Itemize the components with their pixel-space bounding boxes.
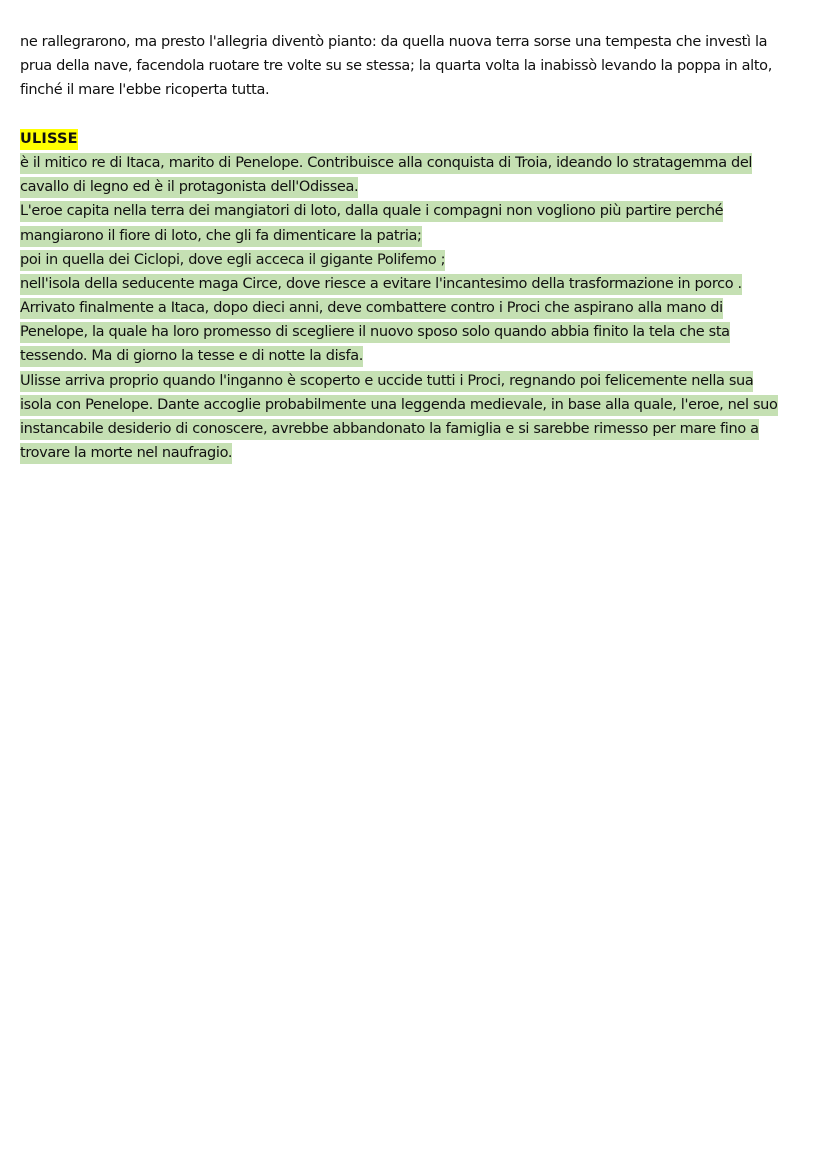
section-line (20, 344, 810, 368)
section-line (20, 369, 810, 393)
section-line (20, 441, 810, 465)
document-page (20, 30, 810, 465)
section-heading-line (20, 127, 810, 151)
section-line (20, 272, 810, 296)
section-line-text: Arrivato finalmente a Itaca, dopo dieci anni, deve combattere contro i Proci che aspirano alla mano di (20, 298, 723, 319)
section-line (20, 151, 810, 175)
intro-line-text: prua della nave, facendola ruotare tre volte su se stessa; la quarta volta la inabissò levando la poppa in alto, (20, 58, 772, 75)
section-line-text: mangiarono il fiore di loto, che gli fa dimenticare la patria; (20, 226, 422, 247)
section-line (20, 320, 810, 344)
section-line-text: Ulisse arriva proprio quando l'inganno è scoperto e uccide tutti i Proci, regnando poi felicemente nella sua (20, 371, 753, 392)
ulisse-section (20, 127, 810, 466)
section-line (20, 175, 810, 199)
section-line-text: L'eroe capita nella terra dei mangiatori di loto, dalla quale i compagni non vogliono più partire perché (20, 201, 723, 222)
section-line-text: Penelope, la quale ha loro promesso di scegliere il nuovo sposo solo quando abbia finito la tela che sta (20, 322, 730, 343)
section-line-text: tessendo. Ma di giorno la tesse e di notte la disfa. (20, 346, 363, 367)
intro-line (20, 30, 810, 54)
section-line-text: è il mitico re di Itaca, marito di Penelope. Contribuisce alla conquista di Troia, ideando lo stratagemma del (20, 153, 752, 174)
section-line (20, 224, 810, 248)
section-line-text: instancabile desiderio di conoscere, avrebbe abbandonato la famiglia e si sarebbe rimesso per mare fino a (20, 419, 759, 440)
paragraph-gap (20, 103, 810, 127)
section-line (20, 248, 810, 272)
section-line (20, 199, 810, 223)
section-line (20, 296, 810, 320)
intro-line-text: finché il mare l'ebbe ricoperta tutta. (20, 82, 270, 99)
section-line-text: cavallo di legno ed è il protagonista dell'Odissea. (20, 177, 358, 198)
section-line (20, 417, 810, 441)
intro-line (20, 54, 810, 78)
section-line-text: trovare la morte nel naufragio. (20, 443, 232, 464)
section-line-text: poi in quella dei Ciclopi, dove egli acceca il gigante Polifemo ; (20, 250, 445, 271)
intro-line (20, 78, 810, 102)
section-line-text: isola con Penelope. Dante accoglie probabilmente una leggenda medievale, in base alla quale, l'eroe, nel suo (20, 395, 778, 416)
section-line (20, 393, 810, 417)
intro-paragraph (20, 30, 810, 103)
intro-line-text: ne rallegrarono, ma presto l'allegria diventò pianto: da quella nuova terra sorse una tempesta che investì la (20, 34, 768, 50)
section-line-text: nell'isola della seducente maga Circe, dove riesce a evitare l'incantesimo della trasformazione in porco . (20, 274, 742, 295)
section-heading: ULISSE (20, 129, 78, 150)
